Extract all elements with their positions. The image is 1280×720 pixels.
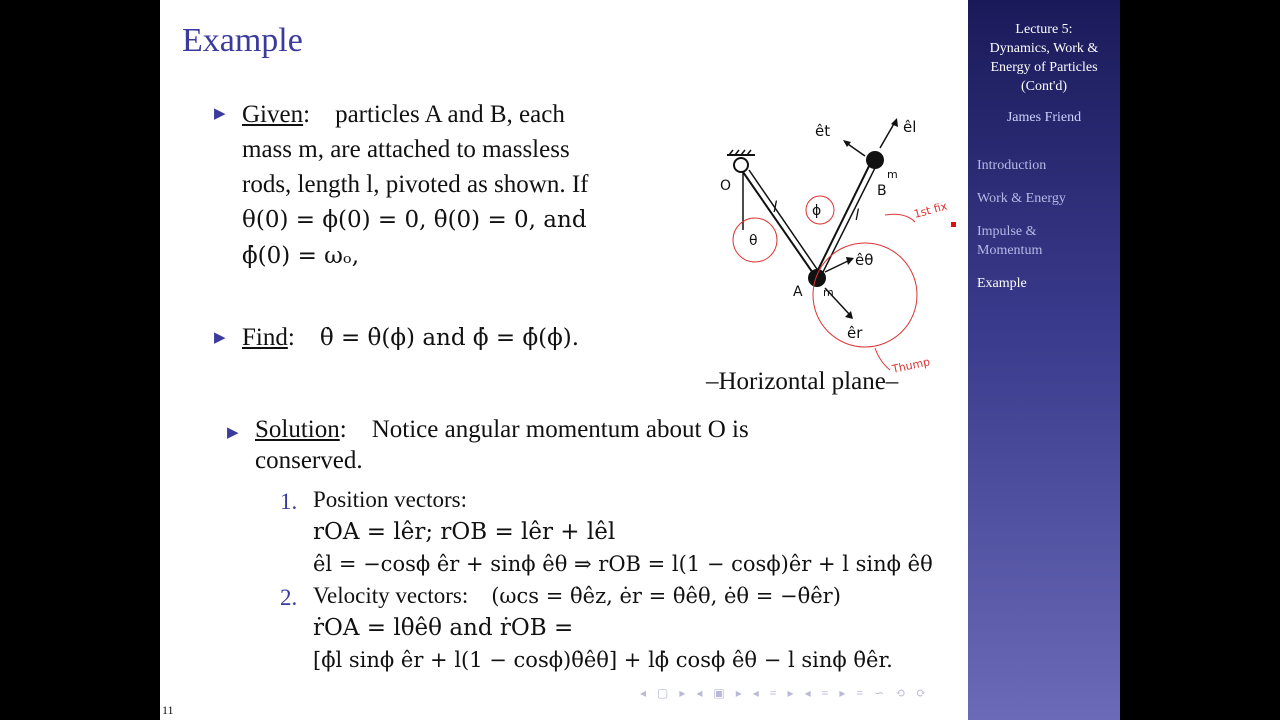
solution-line2: conserved. [255, 447, 363, 474]
label-first-fix: 1st fix [912, 199, 949, 221]
label-etheta: êθ [855, 251, 874, 269]
sidebar-item-label: Impulse & [977, 224, 1037, 239]
lecture-title-line: (Cont'd) [1020, 79, 1068, 94]
label-er: êr [847, 324, 863, 342]
thump-arrow [875, 348, 890, 370]
given-label: Given [242, 101, 304, 128]
lecture-title [976, 20, 1112, 96]
sidebar-item-label: Example [977, 276, 1027, 291]
solution-block: Solution: Notice angular momentum about O is conserved. [255, 416, 749, 474]
cursor-marker [951, 222, 956, 227]
sidebar-item-introduction[interactable] [977, 156, 1046, 175]
label-l2: l [855, 206, 860, 224]
item2-eq1: ṙOA = lθ̇êθ and ṙOB = [313, 615, 574, 641]
label-el: êl [903, 118, 917, 136]
slide-title: Example [182, 22, 303, 59]
figure-caption: –Horizontal plane– [706, 368, 899, 395]
item2-title: Velocity vectors: [313, 583, 469, 608]
rod-OA-edge [749, 170, 822, 272]
mass-B [866, 151, 884, 169]
arrowhead [845, 311, 853, 319]
solution-line1: Notice angular momentum about O is [371, 416, 749, 443]
rod-OA [743, 172, 815, 276]
lecture-title-line: Lecture 5: [1015, 22, 1073, 37]
find-label: Find [242, 324, 288, 351]
label-mB: m [887, 168, 898, 181]
label-theta: θ [749, 233, 758, 249]
bullet-marker: ▶ [214, 106, 226, 122]
item2-number: 2. [280, 585, 298, 610]
given-line3: rods, length l, pivoted as shown. If [242, 171, 589, 198]
vector-el [880, 122, 895, 148]
given-line1: particles A and B, each [335, 101, 565, 128]
sidebar-item-label: Introduction [977, 158, 1047, 173]
mass-A [808, 269, 826, 287]
arrowhead [846, 257, 854, 265]
author-name: James Friend [1006, 110, 1082, 125]
bullet-marker: ▶ [214, 330, 226, 346]
given-line5: ϕ̇(0) = ωₒ, [242, 243, 360, 269]
item2-eqinline: (ωcs = θ̇êz, ėr = θ̇êθ, ėθ = −θ̇êr) [491, 584, 841, 608]
find-block: Find: θ̇ = θ̇(ϕ) and ϕ̇ = ϕ̇(ϕ). [242, 324, 580, 351]
sidebar-item-example[interactable] [977, 274, 1027, 293]
given-line4: θ(0) = ϕ(0) = 0, θ̇(0) = 0, and [242, 207, 587, 233]
given-line2: mass m, are attached to massless [242, 136, 570, 163]
label-O: O [720, 178, 732, 194]
item2-eq2: [ϕ̇l sinϕ êr + l(1 − cosϕ)θ̇êθ] + lϕ̇ cosϕ êθ − l sinϕ θ̇êr. [313, 648, 893, 672]
sidebar-item-label: Work & Energy [977, 191, 1066, 206]
item1-number: 1. [280, 489, 298, 514]
bullet-marker: ▶ [227, 425, 239, 441]
given-block: Given: particles A and B, each mass m, are attached to massless rods, length l, pivoted as shown. If θ(0) = ϕ(0) = 0, θ̇(0) = 0, and ϕ̇(0) = ωₒ, [242, 101, 589, 269]
item1-eq2: êl = −cosϕ êr + sinϕ êθ ⇒ rOB = l(1 − cosϕ)êr + l sinϕ êθ [313, 552, 933, 576]
find-text: θ̇ = θ̇(ϕ) and ϕ̇ = ϕ̇(ϕ). [319, 325, 580, 351]
beamer-navigation[interactable]: ◂ ▢ ▸ ◂ ▣ ▸ ◂ ≡ ▸ ◂ ≡ ▸ ≡ ∽ ⟲ ⟳ [640, 686, 931, 700]
sidebar-item-impulse-momentum[interactable] [977, 222, 1042, 260]
pendulum-diagram [715, 100, 960, 385]
label-phi: ϕ [812, 203, 822, 219]
label-mA: m [823, 286, 834, 299]
label-A: A [793, 284, 803, 300]
solution-label: Solution [255, 416, 340, 443]
item1-title: Position vectors: [313, 487, 467, 512]
item1-eq1: rOA = lêr; rOB = lêr + lêl [313, 519, 616, 545]
annotation-stroke [885, 214, 915, 222]
pivot-support [727, 150, 755, 172]
label-B: B [877, 183, 887, 199]
sidebar-item-label: Momentum [977, 243, 1043, 258]
label-l1: l [773, 198, 778, 216]
sidebar [968, 0, 1120, 720]
sidebar-item-work-energy[interactable] [977, 189, 1066, 208]
item2-block [313, 580, 953, 676]
page-number: 11 [162, 703, 174, 717]
label-thump: Thump [890, 355, 932, 376]
lecture-title-line: Energy of Particles [990, 60, 1098, 75]
slide [160, 0, 968, 720]
lecture-title-line: Dynamics, Work & [989, 41, 1099, 56]
item1-block [313, 484, 953, 580]
label-et: êt [815, 122, 831, 140]
